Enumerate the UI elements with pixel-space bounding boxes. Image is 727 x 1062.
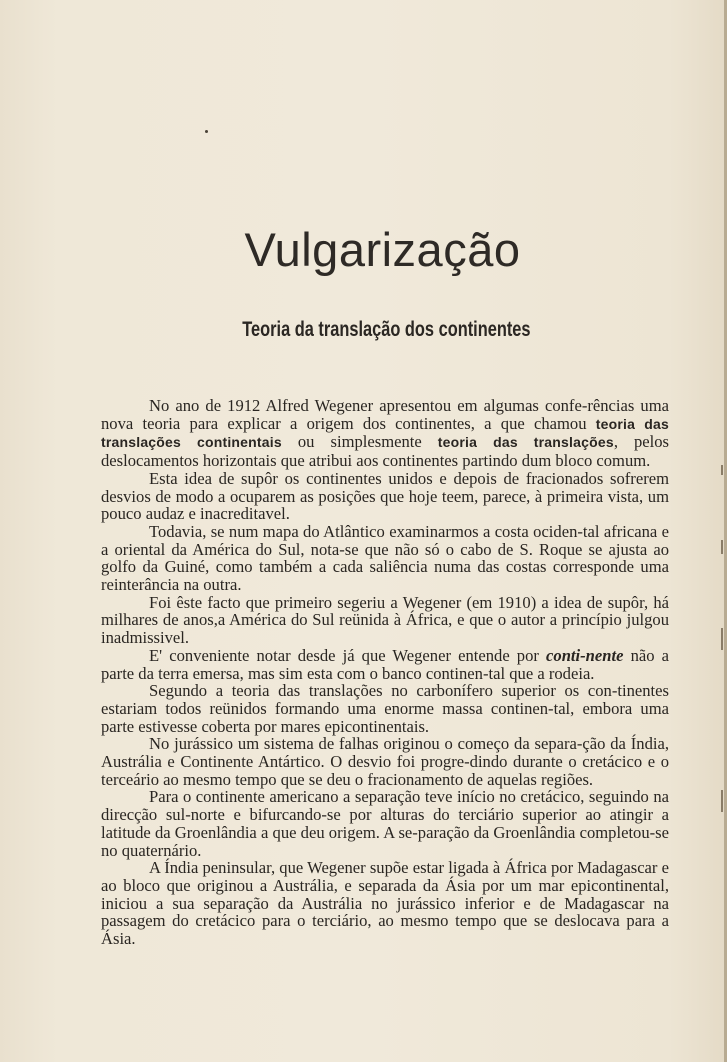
- paragraph: [101, 470, 669, 523]
- margin-mark: [721, 628, 723, 650]
- paragraph-text: , pelos deslocamentos horizontais que atribui aos continentes partindo dum bloco comum.: [101, 432, 670, 471]
- margin-mark: [721, 540, 723, 554]
- paragraph-italic-text: conti-nente: [546, 645, 624, 665]
- paragraph: [101, 594, 669, 647]
- margin-mark: [721, 465, 723, 475]
- article-body: [101, 397, 669, 948]
- article-title: Vulgarização: [244, 223, 521, 276]
- ink-speck: [205, 130, 208, 133]
- paragraph: [101, 397, 669, 470]
- paragraph: [101, 859, 669, 948]
- paragraph-text: Esta idea de supôr os continentes unidos e depois de fracionados sofrerem desvios de modo a ocuparem as posições que hoje teem, parece, à primeira vista, um pouco audaz e inacreditavel.: [101, 468, 669, 524]
- paragraph: [101, 647, 669, 682]
- paragraph: [101, 788, 669, 859]
- article-subtitle: Teoria da translação dos continentes: [242, 318, 531, 341]
- paragraph-bold-text: teoria das translações continentais: [101, 415, 670, 451]
- paragraph-text: A Índia peninsular, que Wegener supõe estar ligada à África por Madagascar e ao bloco que originou a Austrália, e separada da Ásia por um mar epicontinental, iniciou a sua separação da Austrália no jurássico inferior e de Madagascar na passagem do cretácico para o terciário, ao mesmo tempo que se deslocava para a Ásia.: [101, 858, 669, 949]
- paragraph: [101, 735, 669, 788]
- paragraph-text: No ano de 1912 Alfred Wegener apresentou em algumas confe-rências uma nova teoria para explicar a origem dos continentes, a que chamou: [101, 396, 669, 433]
- paragraph-text: Para o continente americano a separação teve início no cretácico, seguindo na direcção sul-norte e bifurcando-se por alturas do terciário superior ao atingir a latitude da Groenlândia a que deu origem. A se-paração da Groenlândia completou-se no quaternário.: [101, 787, 669, 860]
- paragraph: [101, 682, 669, 735]
- paragraph-text: No jurássico um sistema de falhas originou o começo da separa-ção da Índia, Austrália e Continente Antártico. O desvio foi progre-dindo durante o cretácico e o terceário ao mesmo tempo que se deu o fracionamento de aquelas regiões.: [101, 734, 669, 789]
- paragraph-text: não a parte da terra emersa, mas sim esta com o banco continen-tal que a rodeia.: [101, 645, 670, 683]
- paragraph-text: ou simplesmente: [281, 432, 438, 452]
- paragraph-text: Segundo a teoria das translações no carbonífero superior os con-tinentes estariam todos reünidos formando uma enorme massa continen-tal, embora uma parte estivesse coberta por mares epicontinentais.: [101, 681, 669, 736]
- paragraph-text: Foi êste facto que primeiro segeriu a Wegener (em 1910) a idea de supôr, há milhares de anos,a América do Sul reünida à África, e que o autor a princípio julgou inadmissivel.: [101, 592, 669, 648]
- paragraph-text: E' conveniente notar desde já que Wegener entende por: [149, 645, 547, 665]
- paragraph-bold-text: teoria das translações: [437, 434, 614, 451]
- paragraph: [101, 523, 669, 594]
- margin-mark: [721, 790, 723, 812]
- paragraph-text: Todavia, se num mapa do Atlântico examinarmos a costa ociden-tal africana e a oriental da América do Sul, nota-se que não só o cabo de S. Roque se ajusta ao golfo da Guiné, como também a cada saliência numa das costas corresponde uma reinterância na outra.: [101, 521, 669, 595]
